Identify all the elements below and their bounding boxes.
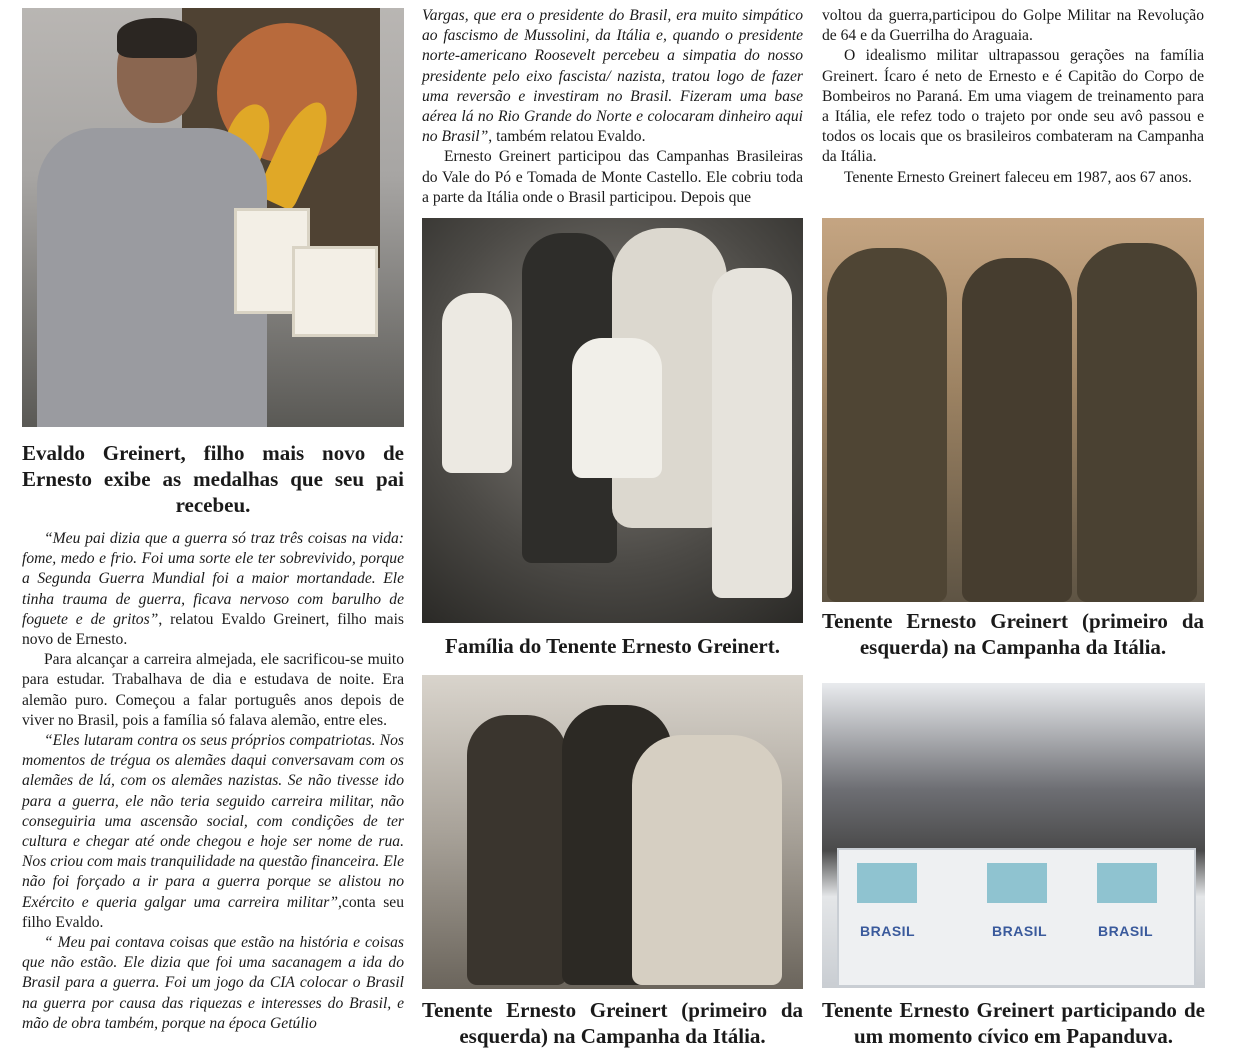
left-paragraph-3: “Eles lutaram contra os seus próprios compatriotas. Nos momentos de trégua os alemães daqui conversavam com os alemães de lá, com os alemães nazistas. Se não tivesse ido para a guerra, ele não teria seguido carreira militar, não conseguiria uma ascensão social, com condições de ter cultura e chegar até onde chegou e hoje ser nome de rua. Nos criou com mais tranquilidade na questão financeira. Ele não foi forçado a ir para a guerra porque se alistou no Exército e queria galgar uma carreira militar”,conta seu filho Evaldo. [22, 732, 404, 931]
left-column-text [22, 529, 404, 1034]
family-photo [422, 218, 803, 623]
soldiers-photo-bottom [422, 675, 803, 989]
middle-paragraph-1: Vargas, que era o presidente do Brasil, era muito simpático ao fascismo de Mussolini, da Itália e, quando o presidente norte-americano Roosevelt percebeu a simpatia do nosso presidente pelo eixo fascista/ nazista, tratou logo de fazer uma reversão e investiram no Brasil. Fizeram uma base aérea lá no Rio Grande do Norte e colocaram dinheiro aqui no Brasil”, também relatou Evaldo. [422, 7, 803, 146]
campaign-caption-top: Tenente Ernesto Greinert (primeiro da esquerda) na Campanha da Itália. [822, 609, 1204, 659]
left-paragraph-4: “ Meu pai contava coisas que estão na história e coisas que não estão. Ele dizia que foi uma sacanagem a ida do Brasil para a guerra. Foi um jogo da CIA colocar o Brasil na guerra por causa das riquezas e interesses do Brasil, e mão de obra também, porque na época Getúlio [22, 934, 404, 1032]
civic-event-photo [822, 683, 1205, 988]
middle-column-text [422, 6, 803, 208]
civic-caption: Tenente Ernesto Greinert participando de um momento cívico em Papanduva. [822, 998, 1205, 1048]
soldiers-photo-top [822, 218, 1204, 602]
campaign-caption-bottom: Tenente Ernesto Greinert (primeiro da esquerda) na Campanha da Itália. [422, 998, 803, 1048]
evaldo-photo [22, 8, 404, 427]
middle-paragraph-2: Ernesto Greinert participou das Campanhas Brasileiras do Vale do Pó e Tomada de Monte Castello. Ele cobriu toda a parte da Itália onde o Brasil participou. Depois que [422, 148, 803, 206]
evaldo-caption: Evaldo Greinert, filho mais novo de Ernesto exibe as medalhas que seu pai recebeu. [22, 441, 404, 517]
left-paragraph-2: Para alcançar a carreira almejada, ele sacrificou-se muito para estudar. Trabalhava de dia e estudava de noite. Era alemão puro. Começou a falar português anos depois de viver no Brasil, pois a família só falava alemão, entre eles. [22, 651, 404, 729]
right-paragraph-1: voltou da guerra,participou do Golpe Militar na Revolução de 64 e da Guerrilha do Araguaia. [822, 7, 1204, 45]
right-paragraph-3: Tenente Ernesto Greinert faleceu em 1987, aos 67 anos. [844, 168, 1192, 186]
right-paragraph-2: O idealismo militar ultrapassou gerações na família Greinert. Ícaro é neto de Ernesto e é Capitão do Corpo de Bombeiros no Paraná. Em uma viagem de treinamento para a Itália, ele refez todo o trajeto por onde seu avô passou e todos os locais que os brasileiros combateram na Campanha da Itália. [822, 47, 1204, 166]
banner-text-3: BRASIL [1098, 923, 1154, 939]
left-paragraph-1: “Meu pai dizia que a guerra só traz três coisas na vida: fome, medo e frio. Foi uma sorte ele ter sobrevivido, porque a Segunda Guerra Mundial foi a maior mortandade. Ele tinha trauma de guerra, ficava nervoso com barulho de foguete e de gritos”, relatou Evaldo Greinert, filho mais novo de Ernesto. [22, 530, 404, 649]
banner-text-1: BRASIL [860, 923, 916, 939]
banner-text-2: BRASIL [992, 923, 1048, 939]
family-caption: Família do Tenente Ernesto Greinert. [444, 634, 780, 658]
right-column-text [822, 6, 1204, 188]
